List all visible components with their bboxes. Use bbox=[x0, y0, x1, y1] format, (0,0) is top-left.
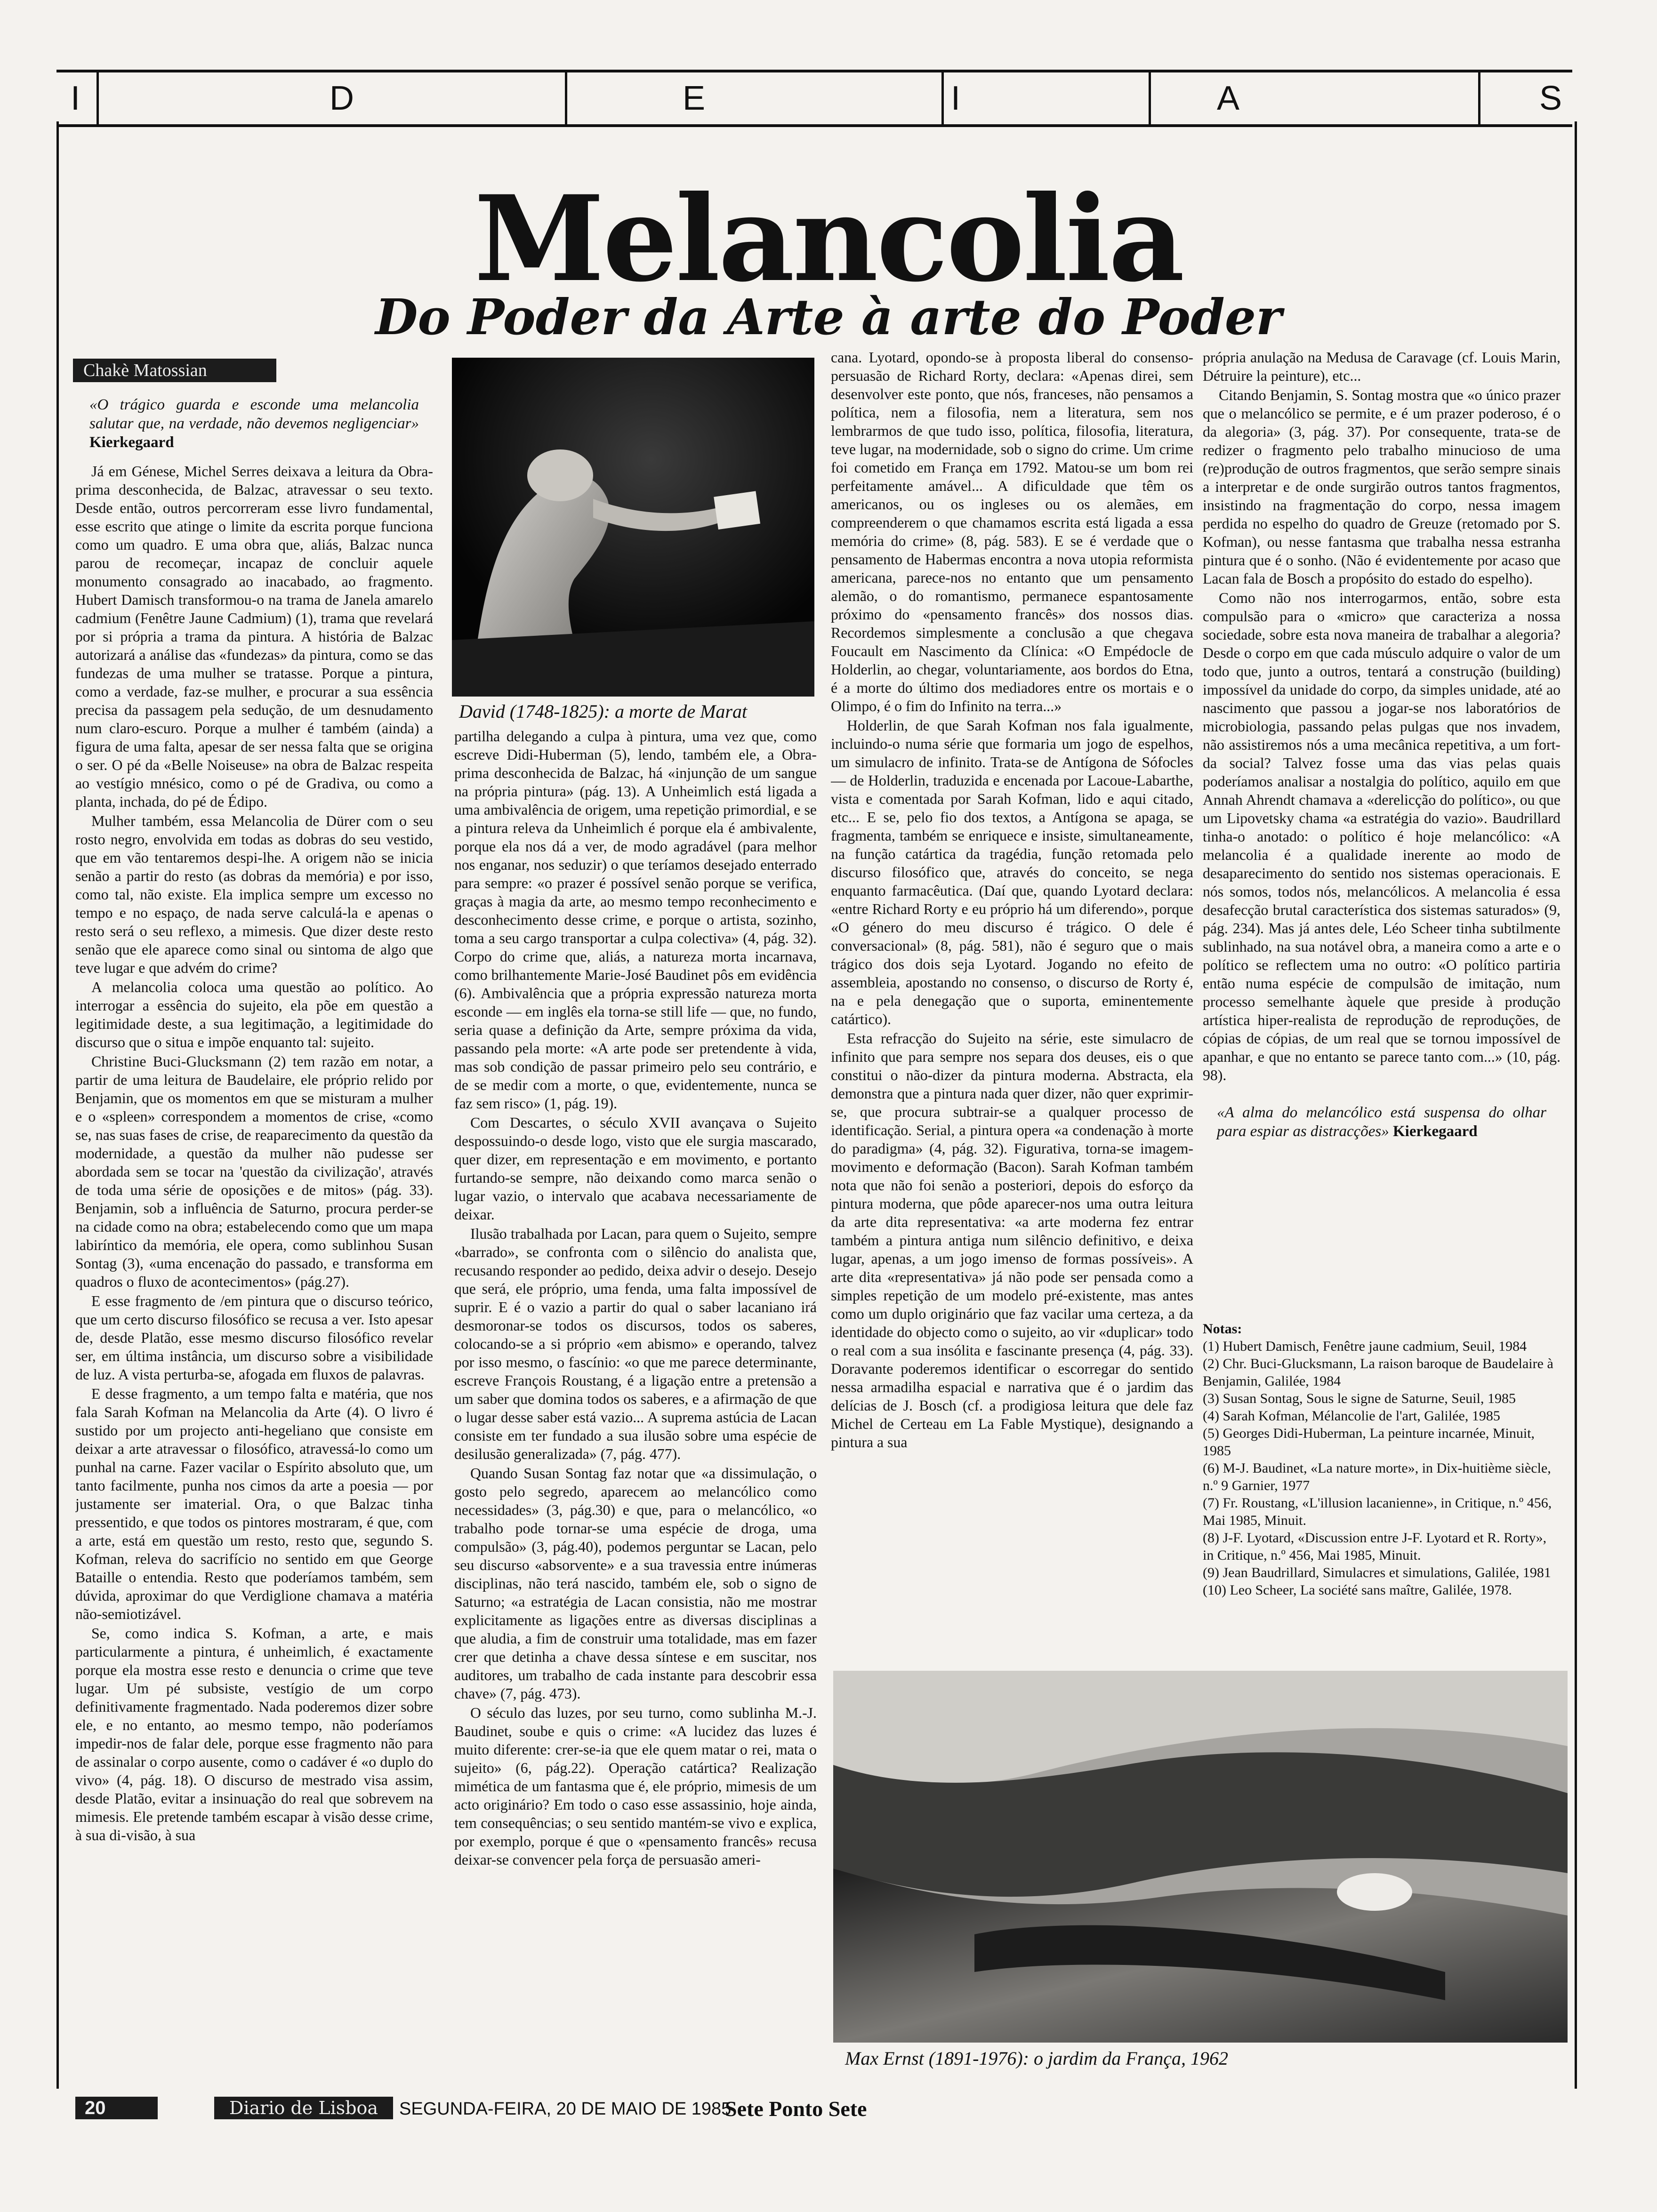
paragraph: cana. Lyotard, opondo-se à proposta liberal do consenso-persuasão de Richard Rorty, declara: «Apenas direi, sem desenvolver este ponto, que nós, franceses, não pensamos a política, nem a filosofia, nem a literatura, sem nos lembrarmos de que tudo isso, política, filosofia, literatura, teve lugar, na modernidade, sob o signo do crime. Um crime foi cometido em França em 1792. Matou-se um bom rei perfeitamente amável... A dificuldade que têm os americanos, ou os ingleses ou os alemães, em compreenderem o que chamamos escrita está ligada a essa memória do crime» (8, pág. 583). E se é verdade que o pensamento de Habermas encontra a nova utopia reformista americana, parece-nos no entanto que um pensamento alemão, o do romantismo, permanece espantosamente próximo do «pensamento francês» dos nossos dias. Recordemos simplesmente a conclusão a que chegava Foucault em Nascimento da Clínica: «O Empédocle de Holderlin, ao chegar, voluntariamente, aos bordos do Etna, é a morte do último dos mediadores entre os mortais e o Olimpo, é o fim do Infinito na terra...» bbox=[831, 349, 1193, 714]
paragraph: Citando Benjamin, S. Sontag mostra que «o único prazer que o melancólico se permite, e é um prazer poderoso, é o da alegoria» (3, pág. 37). Por consequente, trata-se de redizer o fragmento pelo trabalho minucioso de uma (re)produção de outros fragmentos, que serão sempre sinais a interpretar e de onde surgirão outros tantos fragmentos, insistindo na fragmentação do corpo, nessa imagem perdida no espelho do quadro de Greuze (retomado por S. Kofman), ou nesse fantasma que trabalha nessa estranha pintura que é o sonho. (Não é evidentemente por acaso que Lacan fala de Bosch a propósito do estado do espelho). bbox=[1203, 387, 1560, 587]
paragraph: Christine Buci-Glucksmann (2) tem razão em notar, a partir de uma leitura de Baudelaire, ele próprio relido por Benjamin, que os momentos em que se misturam a mulher e o «spleen» correspondem a momentos de crise, «como se, nas suas fases de crise, de reaparecimento da questão da modernidade, a questão da mulher não pudesse ser abordada sem se tocar na 'questão da civilização', através de toda uma série de oposições e de mitos» (pág. 33). Benjamin, sob a influência de Saturno, procura perder-se na cidade como na obra; estabelecendo como que um mapa labiríntico da memória, ele opera, como sublinhou Susan Sontag (3), «uma encenação do passado, e transforma em quadros o fluxo de acontecimentos» (pág.27). bbox=[75, 1053, 433, 1290]
painting-ernst-image bbox=[833, 1671, 1568, 2043]
column-4 bbox=[1203, 348, 1560, 1315]
paragraph: partilha delegando a culpa à pintura, uma vez que, como escreve Didi-Huberman (5), lendo, também ele, a Obra-prima desconhecida de Balzac, há «injunção de um sangue na própria pintura» (pág. 13). A Unheimlich está ligada a uma ambivalência de origem, uma repetição primordial, e se a pintura releva da Unheimlich é porque ela é ambivalente, porque ela nos dá a ver, de modo agradável (para melhor nos enganar, nos seduzir) o que teríamos desejado enterrado para sempre: «o prazer é possível senão porque se verifica, graças à magia da arte, ao mesmo tempo reconhecimento e desconhecimento desse crime, e porque o artista, sozinho, toma a seu cargo transportar a culpa colectiva» (4, pág. 32). Corpo do crime que, aliás, a natureza morta incarnava, como brilhantemente Marie-José Baudinet pôs em evidência (6). Ambivalência que a própria expressão natureza morta esconde — em inglês ela torna-se still life — que, no fundo, seria quase a definição da Arte, sempre próxima da vida, passando pela morte: «A arte pode ser pretendente à vida, mas sob condição de passar primeiro pelo seu contrário, e de se medir com a morte, o que, evidentemente, nunca se faz sem risco» (1, pág. 19). bbox=[454, 728, 817, 1112]
note-item: (7) Fr. Roustang, «L'illusion lacanienne», in Critique, n.º 456, Mai 1985, Minuit. bbox=[1203, 1495, 1552, 1528]
newspaper-masthead: Diario de Lisboa bbox=[214, 2097, 393, 2119]
figure-caption: David (1748-1825): a morte de Marat bbox=[459, 701, 748, 722]
section-letter: D bbox=[330, 80, 354, 117]
paragraph: Holderlin, de que Sarah Kofman nos fala igualmente, incluindo-o numa série que formaria um jogo de espelhos, um simulacro de infinito. Trata-se de Antígona de Sófocles — de Holderlin, traduzida e encenada por Lacoue-Labarthe, vista e comentada por Sarah Kofman, lido e aqui citado, etc... E se, pelo fio dos textos, a Antígona se apaga, se fragmenta, também se enriquece e insiste, simultaneamente, na função catártica da tragédia, função retomada pelo discurso filosófico que, através do conceito, se nega enquanto farmacêutica. (Daí que, quando Lyotard declara: «entre Richard Rorty e eu próprio há um diferendo», porque «O género do meu discurso é trágico. O dele é conversacional» (8, pág. 581), não é seguro que o mais trágico dos dois seja Lyotard. Jogando no efeito de assembleia, apostando no consenso, o discurso de Rorty é, na e pela denegação que o suporta, eminentemente catártico). bbox=[831, 717, 1193, 1027]
paragraph: Quando Susan Sontag faz notar que «a dissimulação, o gosto pelo segredo, aparecem ao melancólico como necessidades» (3, pág.30) e que, para o melancólico, «o trabalho pode tornar-se uma espécie de droga, uma compulsão» (3, pág.40), podemos perguntar se Lacan, pelo seu discurso «absorvente» e a sua travessia entre inúmeras disciplinas, não terá nascido, também ele, sob o signo de Saturno; «a estratégia de Lacan consistia, não me mostrar explicitamente as ligações entre as diversas disciplinas a que aludia, a fim de construir uma totalidade, mas em fazer crer que detinha a chave dessa síntese e em suscitar, nos auditores, um trabalho de cada instante para descobrir essa chave» (7, pág. 473). bbox=[454, 1465, 817, 1702]
divider bbox=[97, 72, 99, 124]
paragraph: Mulher também, essa Melancolia de Dürer com o seu rosto negro, envolvida em todas as dobras do seu vestido, que em vão tentaremos despi-lhe. A origem não se inicia senão a partir do resto (as dobras da memória) e por isso, como tal, não existe. Ela implica sempre um excesso no tempo e no espaço, de nada serve calculá-la e apenas o resto será o seu reflexo, a mimesis. Que dizer deste resto senão que ele aparece como sinal ou sintoma de algo que teve lugar e que advém do crime? bbox=[75, 813, 433, 976]
notes-heading: Notas: bbox=[1203, 1321, 1242, 1337]
column-1 bbox=[75, 395, 433, 2090]
section-header-band bbox=[56, 70, 1572, 127]
article-title: Melancolia bbox=[474, 169, 1183, 308]
note-item: (1) Hubert Damisch, Fenêtre jaune cadmium, Seuil, 1984 bbox=[1203, 1338, 1527, 1354]
section-letter: S bbox=[1539, 80, 1562, 117]
author-byline: Chakè Matossian bbox=[73, 359, 276, 382]
closing-quote: «A alma do melancólico está suspensa do olhar para espiar as distracções» Kierkegaard bbox=[1217, 1104, 1546, 1140]
paragraph: O século das luzes, por seu turno, como sublinha M.-J. Baudinet, soube e quis o crime: «A lucidez das luzes é muito diferente: crer-se-ia que ele quem matar o rei, mata o sujeito» (6, pág.22). Operação catártica? Realização mimética de um fantasma que é, ele próprio, mimesis de um acto originário? Em todo o caso esse assassinio, hoje ainda, tem consequências; o seu sentido mantém-se vivo e explica, por exemplo, porque é que o «pensamento francês» recusa deixar-se convencer pela força de persuasão ameri- bbox=[454, 1705, 817, 1868]
notes-section bbox=[1203, 1320, 1560, 1599]
paragraph: E desse fragmento, a um tempo falta e matéria, que nos fala Sarah Kofman na Melancolia da Arte (4). O livro é sustido por um projecto anti-hegeliano que consiste em deixar a arte atravessar o filosófico, atravessá-lo como um punhal na carne. Fazer vacilar o Espírito absoluto que, um tanto facilmente, punha nos cimos da arte a poesia — por justamente ser imaterial. Ora, o que Balzac tinha pressentido, e que todos os pintores mostraram, é que, com a arte, está em questão um resto, resto que, segundo S. Kofman, releva do sacrifício no sentido em que George Bataille o entendia. Resto que poderíamos também, sem dúvida, aproximar do que Verdiglione chamava a matéria não-semiotizável. bbox=[75, 1386, 433, 1622]
divider bbox=[1149, 72, 1151, 124]
painting-ernst-illustration bbox=[833, 1671, 1568, 2043]
paragraph: A melancolia coloca uma questão ao político. Ao interrogar a essência do sujeito, ela põe em questão a legitimidade deste, a sua legitimação, a legitimidade do discurso que o situa e impõe enquanto tal: sujeito. bbox=[75, 979, 433, 1050]
note-item: (10) Leo Scheer, La société sans maître, Galilée, 1978. bbox=[1203, 1582, 1512, 1598]
divider bbox=[941, 72, 944, 124]
section-letter: A bbox=[1217, 80, 1240, 117]
figure-caption: Max Ernst (1891-1976): o jardim da França, 1962 bbox=[845, 2048, 1228, 2069]
section-letter: I bbox=[71, 80, 80, 117]
paragraph: Se, como indica S. Kofman, a arte, e mais particularmente a pintura, é unheimlich, é exactamente porque ela mostra esse resto e denuncia o crime que teve lugar. Um pé subsiste, vestígio de um corpo definitivamente fragmentado. Nada poderemos dizer sobre ele, e no entanto, ao mesmo tempo, não poderíamos impedir-nos de falar dele, porque esse fragmento não para de assinalar o corpo ausente, como o cadáver é «o duplo do vivo» (4, pág. 18). O discurso de mestrado visa assim, desde Platão, evitar a insinuação do real que sobrevem na mimesis. Ele pretende também escapar à visão desse crime, à sua di-visão, à sua bbox=[75, 1625, 433, 1843]
section-letter: E bbox=[683, 80, 706, 117]
note-item: (8) J-F. Lyotard, «Discussion entre J-F. Lyotard et R. Rorty», in Critique, n.º 456, Mai 1985, Minuit. bbox=[1203, 1530, 1547, 1563]
paragraph: Com Descartes, o século XVII avançava o Sujeito despossuindo-o desde logo, visto que ele surgia mascarado, quer dizer, em representação e em movimento, e portanto furtando-se sempre, não deixando como marca senão o lugar vazio, o intervalo que acabava necessariamente de deixar. bbox=[454, 1114, 817, 1223]
note-item: (3) Susan Sontag, Sous le signe de Saturne, Seuil, 1985 bbox=[1203, 1391, 1516, 1406]
paragraph: Ilusão trabalhada por Lacan, para quem o Sujeito, sempre «barrado», se confronta com o silêncio do analista que, recusando responder ao pedido, deixa advir o desejo. Desejo que será, ele próprio, uma fenda, uma falta impossível de suprir. E é o vazio a partir do qual o saber lacaniano irá desmoronar-se todos os discursos, todos os saberes, colocando-se a si próprio «em abismo» e operando, talvez por isso mesmo, o fascínio: «o que me parece determinante, escreve François Roustang, é a ligação entre a pretensão a um saber que domina todos os saberes, e a afirmação de que o lugar desse saber está vazio... A suprema astúcia de Lacan consiste em ter fundado a sua ilusão sobre uma espécie de desilusão generalizada» (7, pág. 477). bbox=[454, 1226, 817, 1462]
section-name: Sete Ponto Sete bbox=[725, 2097, 867, 2121]
paragraph: Esta refracção do Sujeito na série, este simulacro de infinito que para sempre nos separa dos deuses, eis o que constitui o não-dizer da pintura moderna. Abstracta, ela demonstra que a pintura nada quer dizer, não quer exprimir-se, que procura subtrair-se a qualquer processo de identificação. Serial, a pintura opera «a condenação à morte do paradigma» (4, pág. 32). Figurativa, torna-se imagem-movimento e deformação (Bacon). Sarah Kofman também nota que não foi senão a posteriori, depois do esforço da pintura moderna, que pôde aparecer-nos uma outra leitura da arte dita representativa: «a arte moderna fez entrar também a pintura antiga num silêncio definitivo, e deixa lugar, apenas, a um jogo imenso de formas possíveis». A arte dita «representativa» já não pode ser pensada como a simples repetição de um modelo pré-existente, mas antes como um duplo originário que faz vacilar uma certeza, a da identidade do objecto como o sujeito, ao vir «duplicar» todo o real com a sua insólita e fascinante presença (4, pág. 33). Doravante poderemos identificar o escorregar do sentido nessa armadilha espacial e narrativa que é o jardim das delícias de J. Bosch (cf. a prodigiosa leitura que dele faz Michel de Certeau em La Fable Mystique), designando a pintura a sua bbox=[831, 1030, 1193, 1451]
note-item: (9) Jean Baudrillard, Simulacres et simulations, Galilée, 1981 bbox=[1203, 1565, 1551, 1580]
page-number: 20 bbox=[75, 2097, 158, 2119]
paragraph: própria anulação na Medusa de Caravage (cf. Louis Marin, Détruire la peinture), etc... bbox=[1203, 349, 1560, 384]
article-subtitle: Do Poder da Arte à arte do Poder bbox=[375, 288, 1282, 346]
note-item: (6) M-J. Baudinet, «La nature morte», in Dix-huitième siècle, n.º 9 Garnier, 1977 bbox=[1203, 1460, 1551, 1493]
paragraph: Já em Génese, Michel Serres deixava a leitura da Obra-prima desconhecida, de Balzac, atravessar o seu texto. Desde então, outros percorreram esse livro fundamental, esse escrito que atinge o limite da escrita porque funciona como um quadro. E uma obra que, aliás, Balzac nunca parou de recomeçar, incapaz de concluir aquele monumento consagrado ao inacabado, ao fragmento. Hubert Damisch transformou-o na trama de Janela amarelo cadmium (Fenêtre Jaune Cadmium) (1), trama que revelará por si própria a trama da pintura. A história de Balzac autorizará a análise das «fundezas» da pintura, como se das fundezas de uma mulher se tratasse. Porque a pintura, como a verdade, faz-se mulher, e procurar a sua essência precisa da passagem pela sedução, de um desnudamento num claro-escuro. Porque a mulher é também (ainda) a figura de uma falta, apesar de ser nessa falta que se origina o ser. O pé da «Belle Noiseuse» na obra de Balzac respeita ao vestígio mnésico, como o pé de Gradiva, ou como a planta, inchada, do pé de Édipo. bbox=[75, 463, 433, 810]
epigraph-quote: «O trágico guarda e esconde uma melancolia salutar que, na verdade, não devemos negligenciar» Kierkegaard bbox=[89, 396, 419, 451]
paragraph: Como não nos interrogarmos, então, sobre esta compulsão para o «micro» que caracteriza a nossa sociedade, sobre esta nova maneira de trabalhar a alegoria? Desde o corpo em que cada músculo adquire o valor de um todo que, junto a outros, tentará a construção (building) impossível da unidade do corpo, da simples unidade, até ao nascimento que passou a jogar-se nos laboratórios de microbiologia, passando pelas pulgas que nos invadem, não assistiremos nós a uma mecânica repetitiva, a um fort-da social? Talvez fosse uma das vias pelas quais poderíamos analisar a nostalgia do político, aquilo em que Annah Ahrendt chamava a «derelicção do político», ou que um Lipovetsky chama «a estratégia do vazio». Baudrillard tinha-o anotado: o político é hoje melancólico: «A melancolia é a qualidade inerente ao modo de desaparecimento do sentido nos sistemas operacionais. E nós somos, todos nós, melancólicos. A melancolia é essa desafecção brutal característica dos sistemas saturados» (9, pág. 234). Mas já antes dele, Léo Scheer tinha subtilmente sublinhado, na sua notável obra, a maneira como a arte e o político se reflectem uma no outro: «O político partiria então numa espécie de compulsão de imitação, num processo semelhante àquele que preside à produção artística hiper-realista de reprodução de reproduções, de cópias de cópias, de um real que se tornou impossível de apanhar, e que no entanto se parece tanto com...» (10, pág. 98). bbox=[1203, 590, 1560, 1083]
note-item: (4) Sarah Kofman, Mélancolie de l'art, Galilée, 1985 bbox=[1203, 1408, 1500, 1424]
issue-date: SEGUNDA-FEIRA, 20 DE MAIO DE 1985 bbox=[399, 2099, 732, 2119]
divider bbox=[1478, 72, 1480, 124]
painting-marat-image bbox=[452, 358, 814, 697]
note-item: (2) Chr. Buci-Glucksmann, La raison baroque de Baudelaire à Benjamin, Galilée, 1984 bbox=[1203, 1356, 1553, 1389]
column-3 bbox=[831, 348, 1193, 1666]
paragraph: E esse fragmento de /em pintura que o discurso teórico, que um certo discurso filosófico se recusa a ver. Isto apesar de, desde Platão, esse mesmo discurso filosófico revelar ser, em última instância, um discurso sobre a visibilidade de luz. A vista perturba-se, afogada em fluxos de palavras. bbox=[75, 1293, 433, 1383]
divider bbox=[565, 72, 567, 124]
section-letter: I bbox=[951, 80, 961, 117]
column-2 bbox=[454, 727, 817, 2090]
note-item: (5) Georges Didi-Huberman, La peinture incarnée, Minuit, 1985 bbox=[1203, 1426, 1535, 1459]
painting-marat-illustration bbox=[452, 358, 814, 697]
